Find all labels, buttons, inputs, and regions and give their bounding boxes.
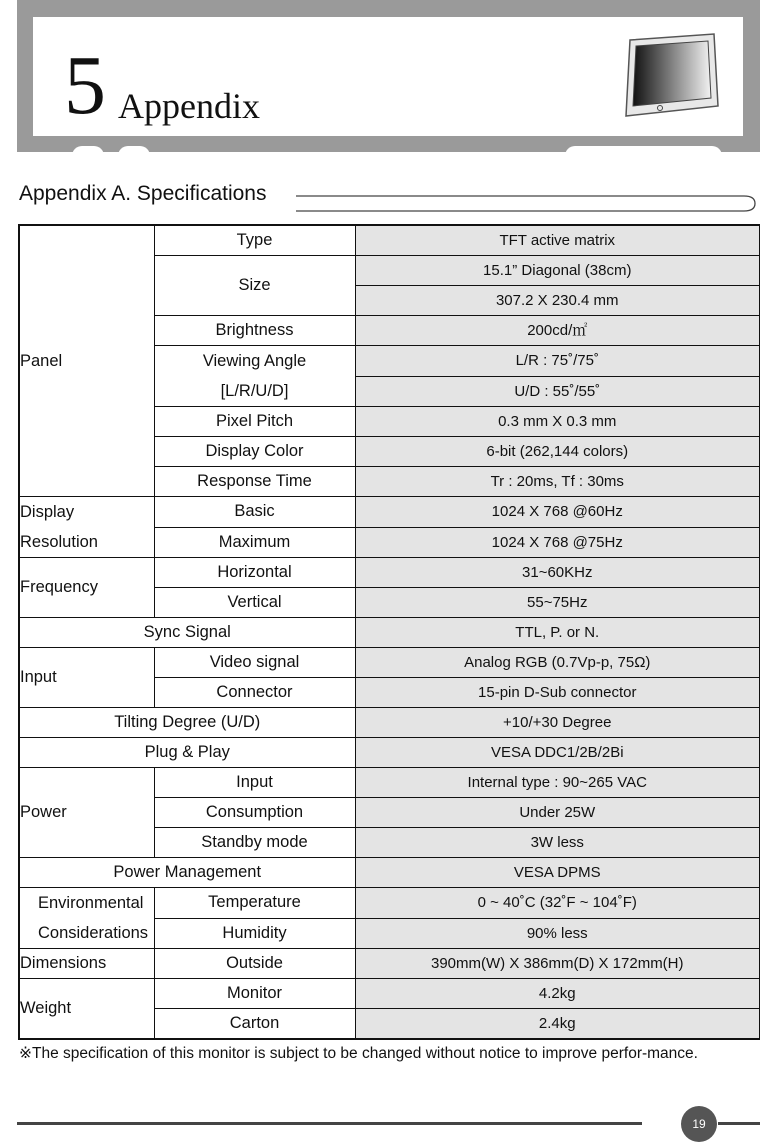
spec-value: Internal type : 90~265 VAC (355, 768, 760, 798)
table-row (19, 768, 760, 798)
footer-rule (17, 1122, 642, 1125)
spec-label: Size (154, 256, 355, 316)
spec-label-viewing-angle (154, 346, 355, 407)
spec-value: 15-pin D-Sub connector (355, 678, 760, 708)
category-power: Power (19, 768, 154, 858)
spec-value: +10/+30 Degree (355, 708, 760, 738)
spec-value: U/D : 55˚/55˚ (355, 376, 760, 407)
category-line: Resolution (20, 533, 98, 551)
header-tab-decoration (72, 146, 104, 160)
spec-label-line: Viewing Angle (202, 352, 307, 370)
category-environmental (19, 888, 154, 949)
section-title: Appendix A. Specifications (19, 182, 267, 205)
table-row (19, 979, 760, 1009)
category-line: Environmental (38, 894, 144, 912)
chapter-title: Appendix (118, 86, 260, 126)
category-display-resolution (19, 497, 154, 558)
spec-value: 1024 X 768 @75Hz (355, 527, 760, 558)
category-line: Display (20, 503, 75, 521)
table-row (19, 738, 760, 768)
section-title-rule (296, 195, 756, 212)
spec-value: L/R : 75˚/75˚ (355, 346, 760, 377)
category-weight: Weight (19, 979, 154, 1040)
category-input: Input (19, 648, 154, 708)
spec-value: 390mm(W) X 386mm(D) X 172mm(H) (355, 949, 760, 979)
page-number: 19 (681, 1106, 717, 1142)
spec-label: Response Time (154, 467, 355, 497)
spec-label: Consumption (154, 798, 355, 828)
header-tab-decoration (565, 146, 722, 160)
spec-label: Outside (154, 949, 355, 979)
category-dimensions: Dimensions (19, 949, 154, 979)
spec-label: Maximum (154, 527, 355, 558)
table-row (19, 618, 760, 648)
spec-label-sync-signal: Sync Signal (19, 618, 355, 648)
spec-value: 1024 X 768 @60Hz (355, 497, 760, 528)
spec-value: 6-bit (262,144 colors) (355, 437, 760, 467)
spec-label: Video signal (154, 648, 355, 678)
spec-value: VESA DDC1/2B/2Bi (355, 738, 760, 768)
spec-label: Connector (154, 678, 355, 708)
spec-value: 0.3 mm X 0.3 mm (355, 407, 760, 437)
spec-value: 0 ~ 40˚C (32˚F ~ 104˚F) (355, 888, 760, 919)
table-row (19, 225, 760, 256)
spec-value: 307.2 X 230.4 mm (355, 286, 760, 316)
spec-label: Display Color (154, 437, 355, 467)
spec-value: 3W less (355, 828, 760, 858)
spec-label: Humidity (154, 918, 355, 949)
spec-label: Horizontal (154, 558, 355, 588)
table-row (19, 708, 760, 738)
table-row (19, 888, 760, 919)
spec-label: Input (154, 768, 355, 798)
spec-value: 2.4kg (355, 1009, 760, 1040)
spec-value: 55~75Hz (355, 588, 760, 618)
spec-value: TTL, P. or N. (355, 618, 760, 648)
monitor-illustration (618, 32, 722, 120)
spec-label: Pixel Pitch (154, 407, 355, 437)
table-row (19, 497, 760, 528)
specification-note: ※The specification of this monitor is subject to be changed without notice to improve perfor-mance. (19, 1045, 698, 1062)
chapter-number: 5 (64, 39, 106, 132)
spec-value: Under 25W (355, 798, 760, 828)
spec-value: 200cd/㎡ (355, 316, 760, 346)
spec-label: Basic (154, 497, 355, 528)
category-frequency: Frequency (19, 558, 154, 618)
spec-value: 4.2kg (355, 979, 760, 1009)
spec-label: Monitor (154, 979, 355, 1009)
spec-label: Type (154, 225, 355, 256)
spec-label-plug-and-play: Plug & Play (19, 738, 355, 768)
spec-label: Brightness (154, 316, 355, 346)
specifications-table (18, 224, 760, 1040)
category-line: Considerations (38, 924, 149, 942)
spec-label-tilting-degree: Tilting Degree (U/D) (19, 708, 355, 738)
table-row (19, 858, 760, 888)
spec-label: Vertical (154, 588, 355, 618)
table-row (19, 648, 760, 678)
spec-label: Temperature (154, 888, 355, 919)
spec-value: TFT active matrix (355, 225, 760, 256)
spec-value: 90% less (355, 918, 760, 949)
category-panel: Panel (19, 225, 154, 497)
spec-value: Analog RGB (0.7Vp-p, 75Ω) (355, 648, 760, 678)
spec-label-line: [L/R/U/D] (220, 382, 289, 400)
spec-value: Tr : 20ms, Tf : 30ms (355, 467, 760, 497)
spec-label: Carton (154, 1009, 355, 1040)
spec-label: Standby mode (154, 828, 355, 858)
table-row (19, 558, 760, 588)
spec-value: VESA DPMS (355, 858, 760, 888)
spec-value: 15.1” Diagonal (38cm) (355, 256, 760, 286)
footer-rule (718, 1122, 760, 1125)
spec-label-power-management: Power Management (19, 858, 355, 888)
spec-value: 31~60KHz (355, 558, 760, 588)
table-row (19, 949, 760, 979)
header-tab-decoration (118, 146, 150, 160)
